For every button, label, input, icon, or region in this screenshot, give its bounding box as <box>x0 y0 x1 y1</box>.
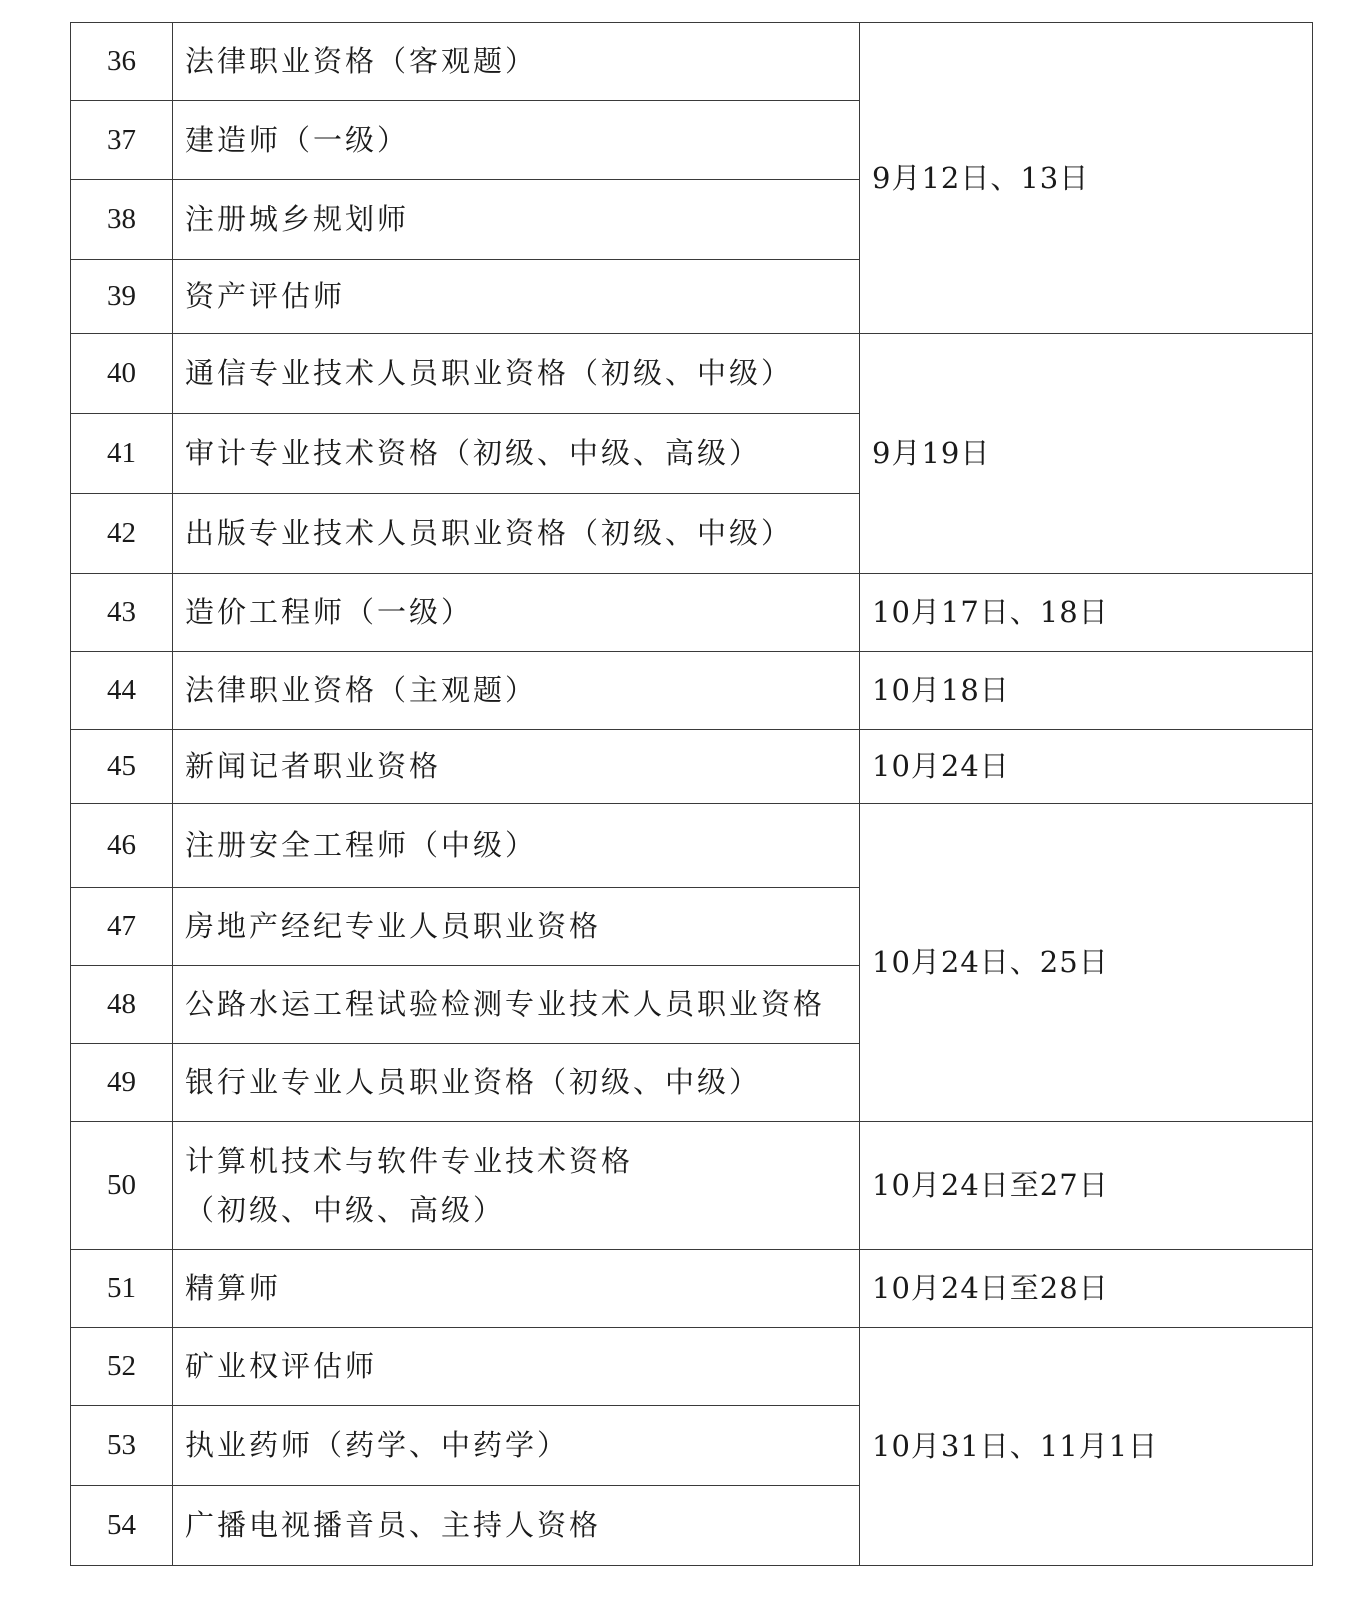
row-number: 36 <box>71 23 173 101</box>
table-row <box>71 1328 1313 1406</box>
exam-name: 造价工程师（一级） <box>173 574 860 652</box>
exam-name: 新闻记者职业资格 <box>173 730 860 804</box>
row-number: 51 <box>71 1250 173 1328</box>
row-number: 50 <box>71 1122 173 1250</box>
exam-name: 银行业专业人员职业资格（初级、中级） <box>173 1044 860 1122</box>
row-number: 47 <box>71 888 173 966</box>
row-number: 45 <box>71 730 173 804</box>
table-row <box>71 730 1313 804</box>
exam-name: 通信专业技术人员职业资格（初级、中级） <box>173 334 860 414</box>
row-number: 43 <box>71 574 173 652</box>
exam-date: 10月24日、25日 <box>860 804 1313 1122</box>
exam-name-cell <box>173 1122 860 1250</box>
row-number: 37 <box>71 101 173 180</box>
exam-date: 9月12日、13日 <box>860 23 1313 334</box>
table-row <box>71 574 1313 652</box>
exam-name: 建造师（一级） <box>173 101 860 180</box>
exam-date: 10月31日、11月1日 <box>860 1328 1313 1566</box>
exam-name: 法律职业资格（主观题） <box>173 652 860 730</box>
exam-name: 执业药师（药学、中药学） <box>173 1406 860 1486</box>
row-number: 49 <box>71 1044 173 1122</box>
exam-name: 计算机技术与软件专业技术资格 <box>185 1143 634 1178</box>
exam-name: 资产评估师 <box>173 260 860 334</box>
table-row <box>71 1122 1313 1250</box>
exam-name: 审计专业技术资格（初级、中级、高级） <box>173 414 860 494</box>
row-number: 54 <box>71 1486 173 1566</box>
table-row <box>71 23 1313 101</box>
exam-schedule-table <box>70 22 1313 1566</box>
table-row <box>71 804 1313 888</box>
row-number: 42 <box>71 494 173 574</box>
row-number: 52 <box>71 1328 173 1406</box>
table-row <box>71 334 1313 414</box>
table-row <box>71 652 1313 730</box>
exam-name: 矿业权评估师 <box>173 1328 860 1406</box>
exam-date: 10月18日 <box>860 652 1313 730</box>
exam-name-continuation: （初级、中级、高级） <box>185 1192 506 1227</box>
exam-name: 精算师 <box>173 1250 860 1328</box>
row-number: 46 <box>71 804 173 888</box>
row-number: 53 <box>71 1406 173 1486</box>
exam-name: 注册安全工程师（中级） <box>173 804 860 888</box>
exam-name: 注册城乡规划师 <box>173 180 860 260</box>
exam-date: 10月17日、18日 <box>860 574 1313 652</box>
exam-name: 公路水运工程试验检测专业技术人员职业资格 <box>173 966 860 1044</box>
row-number: 38 <box>71 180 173 260</box>
exam-name: 房地产经纪专业人员职业资格 <box>173 888 860 966</box>
exam-date: 10月24日 <box>860 730 1313 804</box>
row-number: 39 <box>71 260 173 334</box>
row-number: 48 <box>71 966 173 1044</box>
row-number: 41 <box>71 414 173 494</box>
exam-date: 10月24日至28日 <box>860 1250 1313 1328</box>
exam-name: 出版专业技术人员职业资格（初级、中级） <box>173 494 860 574</box>
table-row <box>71 1250 1313 1328</box>
exam-name: 法律职业资格（客观题） <box>173 23 860 101</box>
row-number: 40 <box>71 334 173 414</box>
exam-date: 9月19日 <box>860 334 1313 574</box>
row-number: 44 <box>71 652 173 730</box>
exam-date: 10月24日至27日 <box>860 1122 1313 1250</box>
exam-name: 广播电视播音员、主持人资格 <box>173 1486 860 1566</box>
